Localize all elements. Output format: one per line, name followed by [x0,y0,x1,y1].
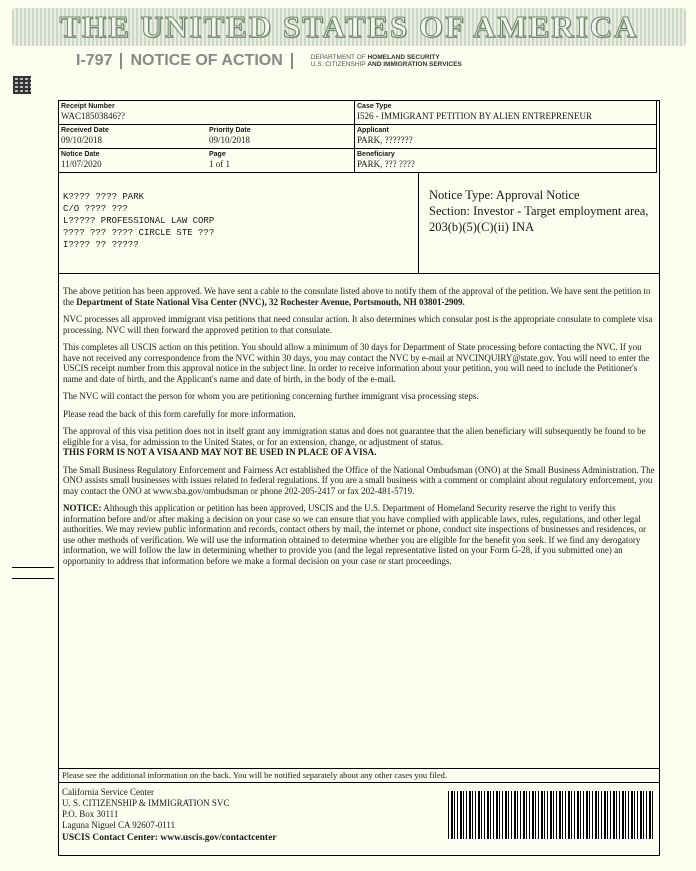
notice-section-cont: 203(b)(5)(C)(ii) INA [429,220,535,234]
paragraph-text: Although this application or petition has been approved, USCIS and the U.S. Department of Homeland Security reserve the right to verify this information before and/or after making a decision on your case so we can ensure that you have complied with applicable laws, rules, regulations, and other legal authorities. We may review public information and records, contact others by mail, the internet or phone, conduct site inspections of businesses and residences, or use other methods of verification. We will use the information obtained to determine whether you are eligible for the benefit you seek. If we find any derogatory information, we will follow the law in determining whether to provide you (and the legal representative listed on your Form G-28, if you submitted one) an opportunity to address that information before we make a formal decision on your case or start proceedings. [63,503,646,566]
address-row [59,173,659,274]
received-date: 09/10/2018 [61,135,103,145]
contact-center: USCIS Contact Center: www.uscis.gov/contactcenter [62,833,277,843]
priority-date-cell [207,125,355,149]
department-name [311,54,462,68]
margin-mark [12,578,54,579]
footer-note: Please see the additional information on the back. You will be notified separately about any other cases you filed. [59,769,659,783]
notice-date: 11/07/2020 [61,159,102,169]
dept-line1-prefix: DEPARTMENT OF [310,54,366,61]
notice-section: Section: Investor - Target employment area, [429,204,649,218]
case-type-label: Case Type [357,103,392,110]
address-line: K???? ???? PARK [63,192,145,202]
page-label: Page [209,151,226,158]
notice-form [58,100,660,856]
qr-code [13,76,31,94]
beneficiary-cell [355,149,657,173]
case-info-grid [59,101,659,173]
notice-label: NOTICE: [63,503,102,513]
form-number: I-797 [76,52,113,69]
notice-date-cell [59,149,207,173]
received-date-label: Received Date [61,127,109,134]
notice-type: Notice Type: Approval Notice [429,188,580,202]
notice-date-label: Notice Date [61,151,100,158]
applicant-label: Applicant [357,127,389,134]
form-title: NOTICE OF ACTION [130,52,283,69]
service-center-name: California Service Center [62,787,154,797]
applicant-cell [355,125,657,149]
form-header [76,52,462,70]
dept-line2-bold: AND IMMIGRATION SERVICES [367,61,462,68]
service-center-city: Laguna Niguel CA 92607-0111 [62,820,176,830]
case-type-cell [355,101,657,125]
page-number: 1 of 1 [209,159,230,169]
service-center-line: U. S. CITIZENSHIP & IMMIGRATION SVC [62,798,230,808]
applicant: PARK, ??????? [357,135,413,145]
header-divider [120,53,122,69]
case-type: I526 - IMMIGRANT PETITION BY ALIEN ENTREPRENEUR [357,111,592,121]
notice-type-box [419,173,648,273]
nvc-address: Department of State National Visa Center (NVC), 32 Rochester Avenue, Portsmouth, NH 03801-2909. [76,296,465,307]
paragraph: This completes all USCIS action on this petition. You should allow a minimum of 30 days for Department of State processing before contacting the NVC. If you have not received any correspondence from the NVC within 30 days, you may contact the NVC by e-mail at NVCINQUIRY@state.gov. You will need to enter the USCIS receipt number from this approval notice in the subject line. In order to receive information about your petition, you will need to include the Petitioner's name and date of birth, and the Applicant's name and date of birth, in the body of the e-mail. [63,342,650,384]
beneficiary: PARK, ??? ???? [357,159,415,169]
banner-title: THE UNITED STATES OF AMERICA [59,9,639,44]
address-line: ???? ??? ???? CIRCLE STE ??? [63,228,215,238]
paragraph [63,503,655,566]
paragraph-text: The above petition has been approved. We have sent a cable to the consulate listed above to notify them of the approval of the petition. We have sent the petition to the [63,286,651,307]
margin-mark [12,567,54,568]
paragraph: NVC processes all approved immigrant visa petitions that need consular action. It also determines which consular post is the appropriate consulate to complete visa processing. NVC will then forward the approved petition to that consulate. [63,314,653,335]
visa-warning: THIS FORM IS NOT A VISA AND MAY NOT BE USED IN PLACE OF A VISA. [63,447,377,457]
paragraph: The NVC will contact the person for whom you are petitioning concerning further immigrant visa processing steps. [63,391,479,401]
dept-line2-prefix: U.S. CITIZENSHIP [310,61,366,68]
paragraph [63,286,655,307]
receipt-number: WAC18503846?? [61,111,125,121]
beneficiary-label: Beneficiary [357,151,395,158]
barcode [448,791,654,839]
priority-date: 09/10/2018 [209,135,251,145]
service-center-footer [59,783,659,855]
priority-date-label: Priority Date [209,127,251,134]
address-line: L????? PROFESSIONAL LAW CORP [63,216,215,226]
service-center-pobox: P.O. Box 30111 [62,809,119,819]
paragraph: Please read the back of this form carefully for more information. [63,408,296,419]
receipt-number-cell [59,101,355,125]
address-line: I???? ?? ????? [63,240,139,250]
receipt-number-label: Receipt Number [61,103,115,110]
paragraph: The Small Business Regulatory Enforcement and Fairness Act established the Office of the National Ombudsman (ONO) at the Small Business Administration. The ONO assists small businesses with issues related to federal regulations. If you are a small business with a comment or complaint about regulatory enforcement, you may contact the ONO at www.sba.gov/ombudsman or phone 202-205-2417 or fax 202-481-5719. [63,464,655,496]
seal-banner [12,8,686,46]
page-cell [207,149,355,173]
received-date-cell [59,125,207,149]
paragraph [63,426,655,458]
paragraph-text: The approval of this visa petition does not in itself grant any immigration status and does not guarantee that the alien beneficiary will subsequently be found to be eligible for a visa, for admission to the United States, or for an extension, change, or adjustment of status. [63,426,646,447]
dept-line1-bold: HOMELAND SECURITY [367,54,440,61]
header-divider-2 [291,53,293,69]
mailing-address [59,173,419,273]
address-line: C/O ???? ??? [63,204,128,214]
notice-body [59,274,659,769]
